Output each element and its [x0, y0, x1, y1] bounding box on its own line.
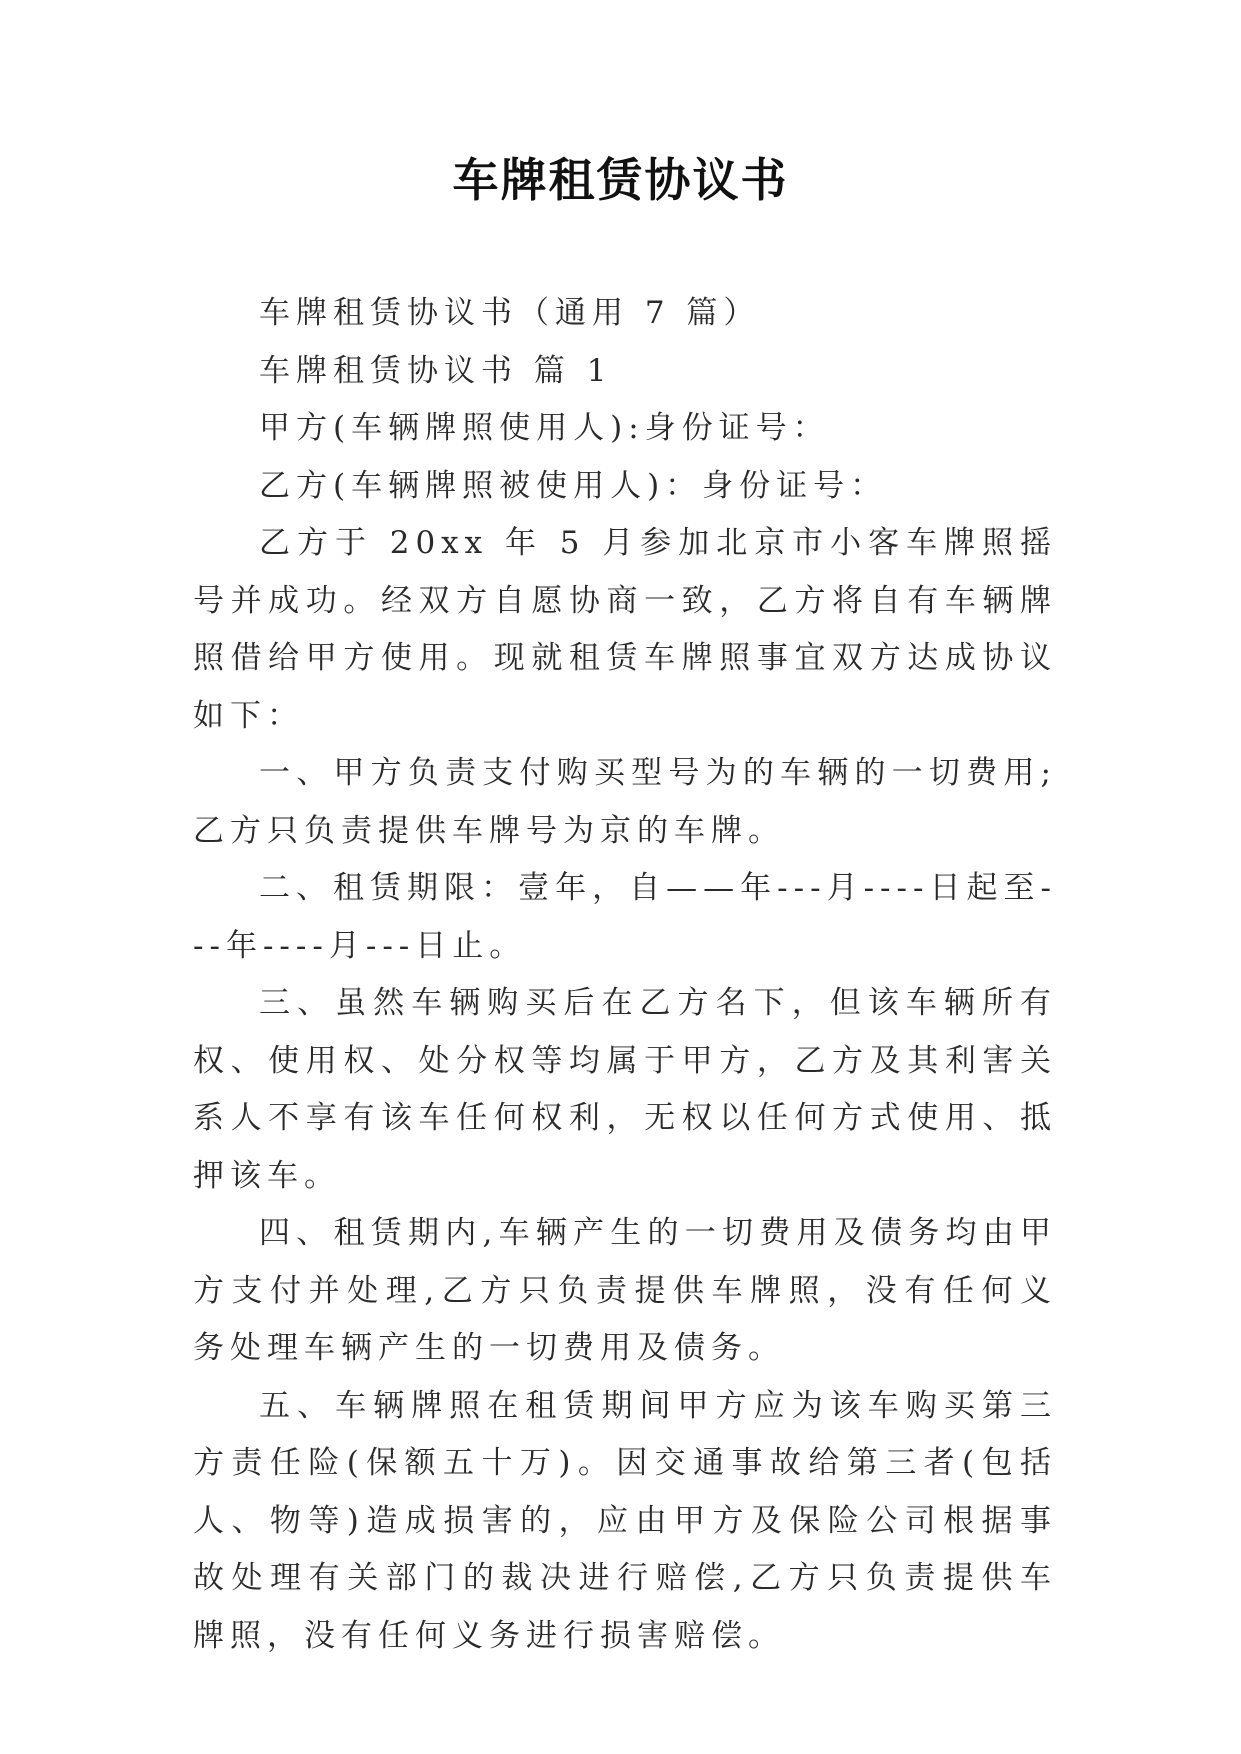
paragraph-preamble: 乙方于 20xx 年 5 月参加北京市小客车牌照摇号并成功。经双方自愿协商一致，乙方将自有车辆牌照借给甲方使用。现就租赁车牌照事宜双方达成协议如下： — [193, 525, 1057, 734]
paragraph-subtitle: 车牌租赁协议书（通用 7 篇） — [259, 295, 761, 331]
document-title: 车牌租赁协议书 — [452, 153, 789, 207]
paragraph-clause-4: 四、租赁期内,车辆产生的一切费用及债务均由甲方支付并处理,乙方只负责提供车牌照，没有任何义务处理车辆产生的一切费用及债务。 — [193, 1215, 1057, 1366]
paragraph-clause-3: 三、虽然车辆购买后在乙方名下，但该车辆所有权、使用权、处分权等均属于甲方，乙方及其利害关系人不享有该车任何权利，无权以任何方式使用、抵押该车。 — [193, 985, 1057, 1194]
paragraph-party-a: 甲方(车辆牌照使用人):身份证号： — [259, 410, 830, 446]
document-body — [193, 285, 1057, 1665]
paragraph-clause-5: 五、车辆牌照在租赁期间甲方应为该车购买第三方责任险(保额五十万)。因交通事故给第三者(包括人、物等)造成损害的，应由甲方及保险公司根据事故处理有关部门的裁决进行赔偿,乙方只负责提供车牌照，没有任何义务进行损害赔偿。 — [193, 1387, 1057, 1654]
paragraph-section-heading: 车牌租赁协议书 篇 1 — [259, 352, 613, 389]
paragraph-clause-2: 二、租赁期限：壹年，自——年---月----日起至---年----月---日止。 — [193, 870, 1057, 964]
paragraph-clause-1: 一、甲方负责支付购买型号为的车辆的一切费用;乙方只负责提供车牌号为京的车牌。 — [193, 755, 1057, 849]
paragraph-party-b: 乙方(车辆牌照被使用人)：身份证号： — [259, 467, 888, 504]
